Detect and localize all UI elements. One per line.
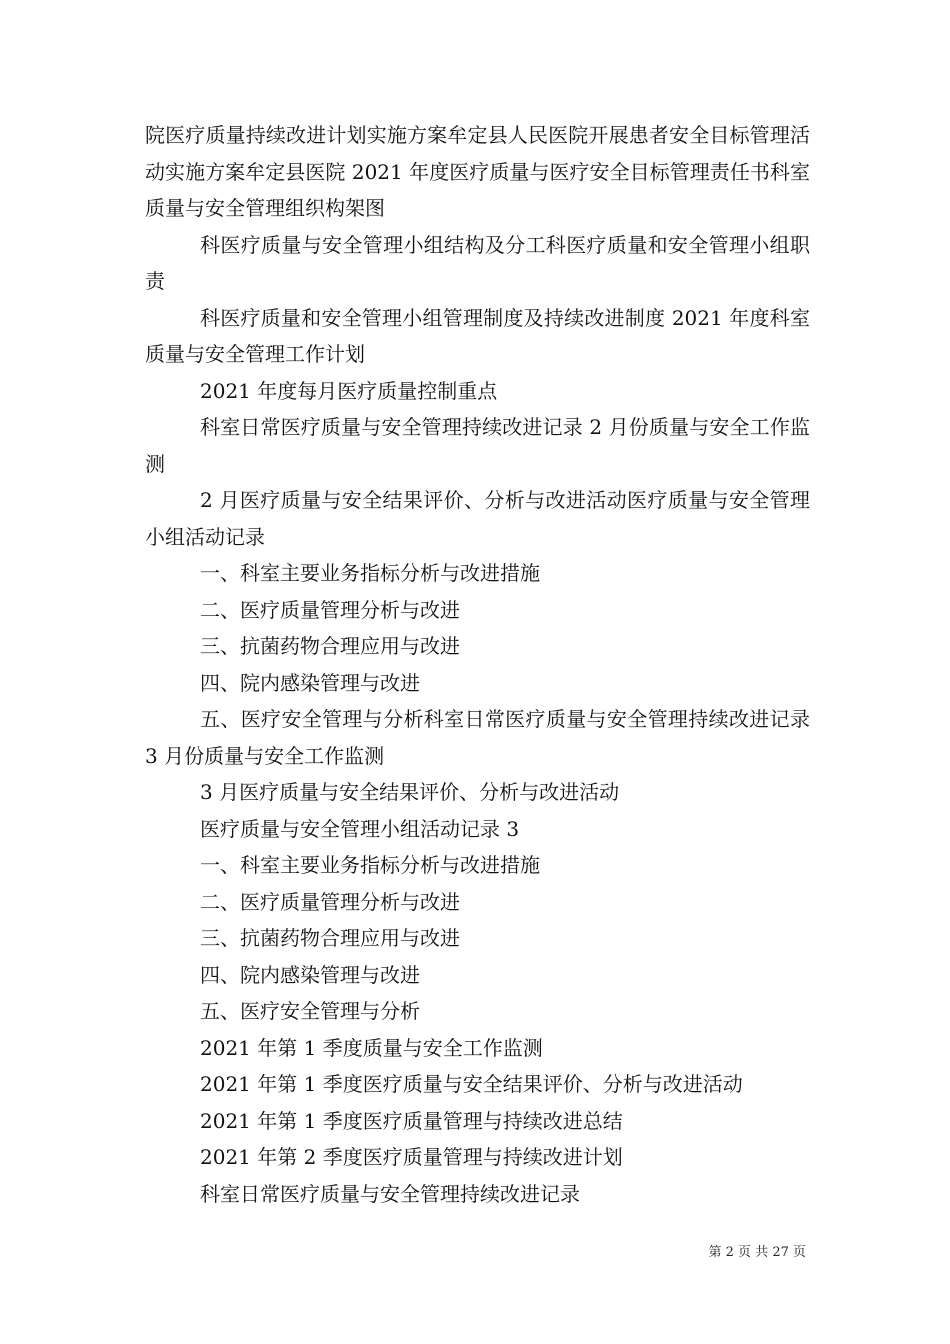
paragraph: 五、医疗安全管理与分析科室日常医疗质量与安全管理持续改进记录 3 月份质量与安全工作监测	[145, 707, 810, 768]
paragraph: 五、医疗安全管理与分析	[200, 999, 420, 1023]
document-body	[145, 117, 810, 1212]
paragraph: 院医疗质量持续改进计划实施方案牟定县人民医院开展患者安全目标管理活动实施方案牟定县医院 2021 年度医疗质量与医疗安全目标管理责任书科室质量与安全管理组织构架图	[145, 123, 810, 220]
paragraph: 四、院内感染管理与改进	[200, 670, 420, 695]
paragraph: 科室日常医疗质量与安全管理持续改进记录	[200, 1181, 580, 1206]
page-number-footer: 第 2 页 共 27 页	[708, 1245, 806, 1260]
paragraph: 医疗质量与安全管理小组活动记录 3	[200, 816, 520, 841]
paragraph: 3 月医疗质量与安全结果评价、分析与改进活动	[200, 780, 620, 804]
paragraph: 2021 年第 1 季度医疗质量与安全结果评价、分析与改进活动	[200, 1072, 743, 1096]
paragraph: 二、医疗质量管理分析与改进	[200, 889, 460, 914]
paragraph: 2021 年第 1 季度质量与安全工作监测	[200, 1035, 543, 1060]
paragraph: 四、院内感染管理与改进	[200, 962, 420, 987]
paragraph: 2021 年第 2 季度医疗质量管理与持续改进计划	[200, 1145, 623, 1169]
paragraph: 2021 年度每月医疗质量控制重点	[200, 378, 498, 403]
paragraph: 2 月医疗质量与安全结果评价、分析与改进活动医疗质量与安全管理小组活动记录	[145, 488, 810, 549]
paragraph: 科室日常医疗质量与安全管理持续改进记录 2 月份质量与安全工作监测	[145, 415, 810, 476]
paragraph: 科医疗质量与安全管理小组结构及分工科医疗质量和安全管理小组职责	[145, 232, 810, 293]
paragraph: 一、科室主要业务指标分析与改进措施	[200, 561, 540, 585]
paragraph: 三、抗菌药物合理应用与改进	[200, 926, 460, 950]
paragraph: 三、抗菌药物合理应用与改进	[200, 634, 460, 658]
paragraph: 科医疗质量和安全管理小组管理制度及持续改进制度 2021 年度科室质量与安全管理工作计划	[145, 305, 810, 366]
paragraph: 2021 年第 1 季度医疗质量管理与持续改进总结	[200, 1108, 623, 1133]
paragraph: 一、科室主要业务指标分析与改进措施	[200, 853, 540, 877]
paragraph: 二、医疗质量管理分析与改进	[200, 597, 460, 622]
